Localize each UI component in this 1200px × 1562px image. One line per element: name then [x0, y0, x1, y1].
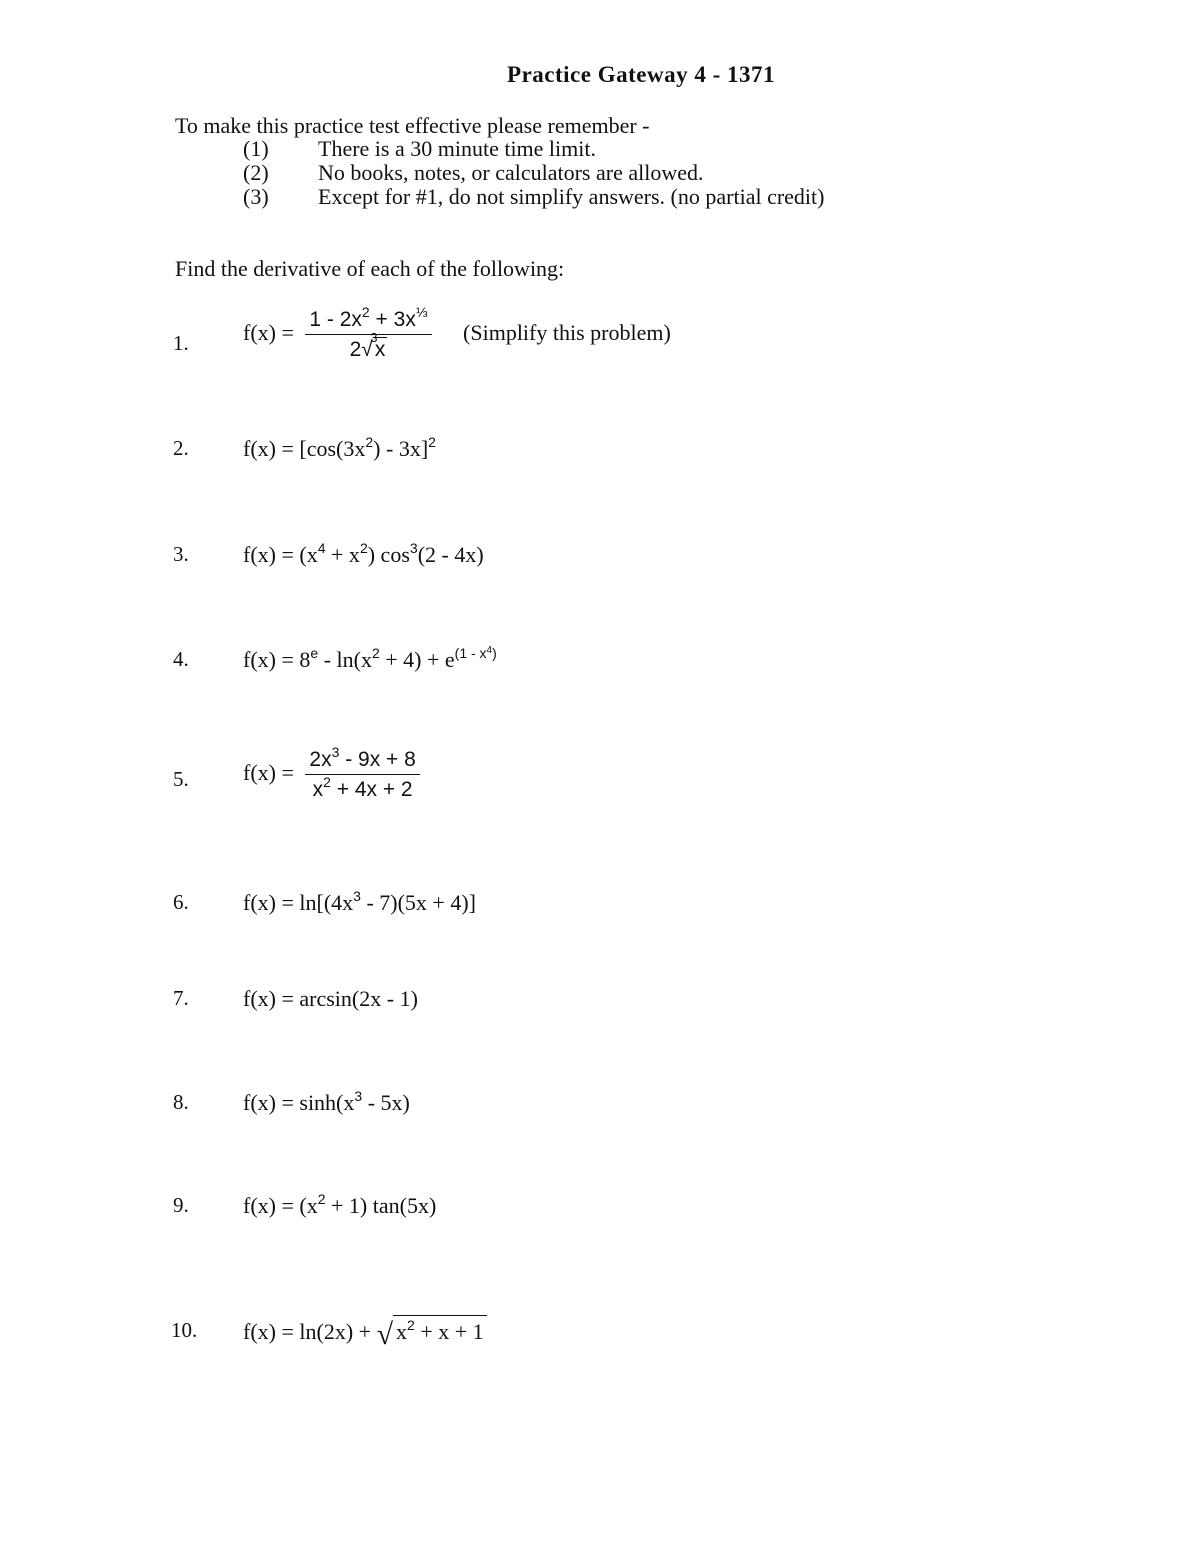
- problem-6: [0, 890, 1200, 970]
- problem-expression: [243, 304, 671, 362]
- problem-2: [0, 436, 1200, 516]
- rule-item: [243, 137, 824, 161]
- rule-number: (3): [243, 184, 269, 209]
- problem-number: 8.: [173, 1090, 189, 1114]
- lhs: f(x) =: [243, 320, 294, 346]
- problem-3: [0, 542, 1200, 622]
- problem-4: [0, 647, 1200, 727]
- problem-9: [0, 1193, 1200, 1273]
- rule-item: [243, 161, 824, 185]
- problem-number: 3.: [173, 542, 189, 566]
- problem-5: [0, 746, 1200, 826]
- rule-number: (2): [243, 160, 269, 185]
- lhs: f(x) =: [243, 760, 294, 786]
- problem-expression: $f(x) = 8^e - \ln(x^2 + 4) + e^{(1 - x^4)}$: [243, 645, 497, 672]
- instructions: Find the derivative of each of the following:: [175, 256, 565, 281]
- problem-number: 1.: [173, 331, 189, 355]
- denominator: 2 3 √x: [349, 330, 386, 361]
- numerator: $2x^3 - 9x + 8$: [305, 748, 419, 775]
- problem-1: [0, 304, 1200, 384]
- problem-expression: $f(x) = [\cos(3x^2) - 3x]^2$: [243, 434, 436, 461]
- intro-text: To make this practice test effective please remember -: [175, 113, 650, 138]
- problem-note: (Simplify this problem): [463, 320, 671, 346]
- fraction: [305, 304, 431, 362]
- problem-number: 5.: [173, 767, 189, 791]
- numerator: $1 - 2x^2 + 3x^{\frac{1}{3}}$: [305, 308, 431, 335]
- problem-expression: $f(x) = \ln[(4x^3 - 7)(5x + 4)]$: [243, 888, 476, 915]
- problem-7: [0, 986, 1200, 1066]
- problem-number: 6.: [173, 890, 189, 914]
- problem-expression: $f(x) = (x^2 + 1)$ tan(5x): [243, 1191, 437, 1218]
- rule-number: (1): [243, 136, 269, 161]
- rule-text: No books, notes, or calculators are allowed.: [318, 160, 704, 185]
- problem-number: 7.: [173, 986, 189, 1010]
- rule-text: There is a 30 minute time limit.: [318, 136, 596, 161]
- rules-list: [243, 137, 824, 209]
- rule-item: [243, 185, 824, 209]
- page-title: Practice Gateway 4 - 1371: [507, 62, 775, 87]
- problem-number: 9.: [173, 1193, 189, 1217]
- problem-number: 2.: [173, 436, 189, 460]
- problem-10: [0, 1318, 1200, 1398]
- problem-8: [0, 1090, 1200, 1170]
- cube-root: 3 √x: [361, 330, 386, 361]
- problem-number: 10.: [171, 1318, 198, 1342]
- problem-expression: $f(x) = \sinh(x^3 - 5x)$: [243, 1088, 410, 1115]
- square-root: √ $x^2 + x + 1$: [377, 1318, 487, 1352]
- rule-text: Except for #1, do not simplify answers. (no partial credit): [318, 184, 825, 209]
- problem-expression: [243, 744, 426, 802]
- problem-number: 4.: [173, 647, 189, 671]
- problem-expression: $f(x) = (x^4 + x^2)$ $\cos^3(2 - 4x)$: [243, 540, 484, 567]
- fraction: [305, 744, 419, 802]
- problem-expression: f(x) = ln(2x) + √ $x^2 + x + 1$: [243, 1318, 487, 1352]
- denominator: $x^2 + 4x + 2$: [312, 774, 413, 801]
- problem-expression: f(x) = arcsin(2x - 1): [243, 986, 418, 1011]
